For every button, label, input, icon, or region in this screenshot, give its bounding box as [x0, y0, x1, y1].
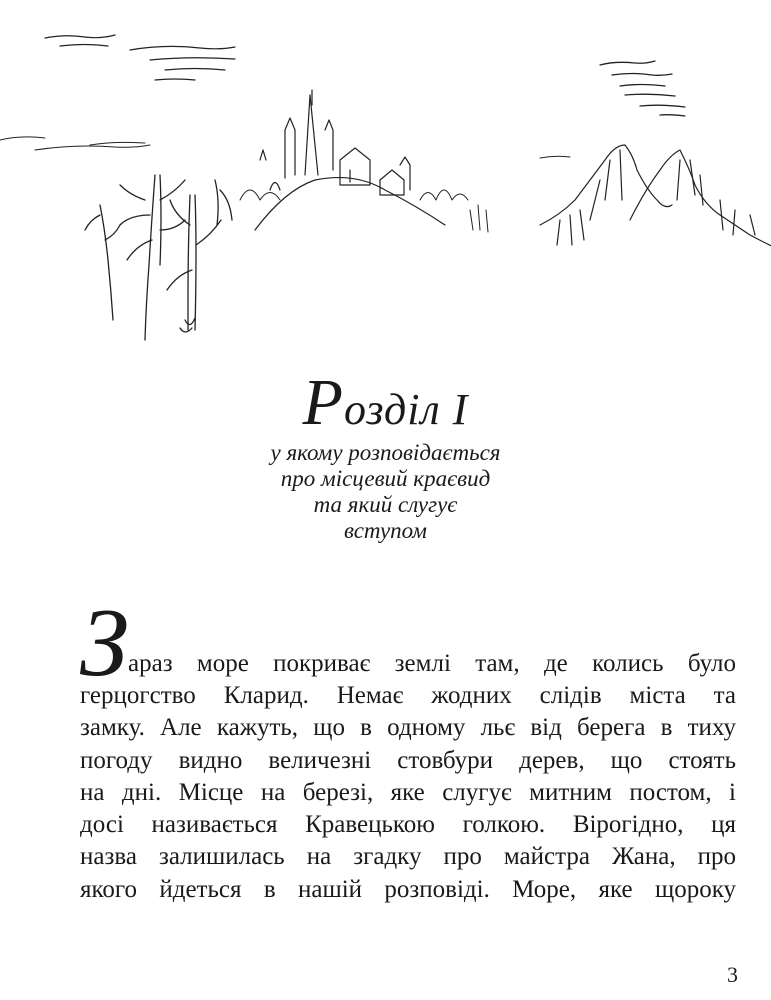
body-line: герцогство Кларид. Немає жодних слідів міста та [80, 682, 736, 709]
page-number: 3 [727, 962, 738, 987]
cloud-sketch-left [45, 35, 235, 80]
chapter-title [0, 365, 771, 441]
body-line: замку. Але кажуть, що в одному льє від берега в тиху [80, 714, 736, 742]
body-line: досі називається Кравецькою голкою. Вірогідно, ця [80, 811, 736, 839]
hill-trees [240, 190, 488, 232]
castle-sketch [255, 90, 445, 230]
chapter-title-initial: Р [302, 366, 344, 439]
subtitle-line: про місцевий краєвид [280, 466, 491, 491]
subtitle-line: вступом [344, 518, 427, 543]
drop-cap-initial: З [80, 589, 129, 697]
mountain-sketch [540, 145, 771, 250]
tree-sketches-left [85, 175, 232, 340]
body-paragraph [80, 682, 736, 908]
landscape-sketch-illustration [0, 0, 771, 350]
chapter-subtitle [0, 440, 771, 544]
cloud-sketch-right [600, 61, 685, 116]
subtitle-line: та який слугує [313, 492, 458, 517]
chapter-title-rest: озділ І [344, 385, 469, 434]
subtitle-line: у якому розповідається [270, 440, 501, 465]
body-first-line: араз море покриває землі там, де колись було [128, 650, 736, 677]
body-line: погоду видно величезні стовбури дерев, що стоять [80, 746, 736, 774]
body-line: назва залишилась на згадку про майстра Жана, про [80, 843, 736, 871]
body-line: на дні. Місце на березі, яке слугує митним постом, і [80, 778, 736, 806]
body-line: якого йдеться в нашій розповіді. Море, яке щороку [80, 875, 736, 903]
